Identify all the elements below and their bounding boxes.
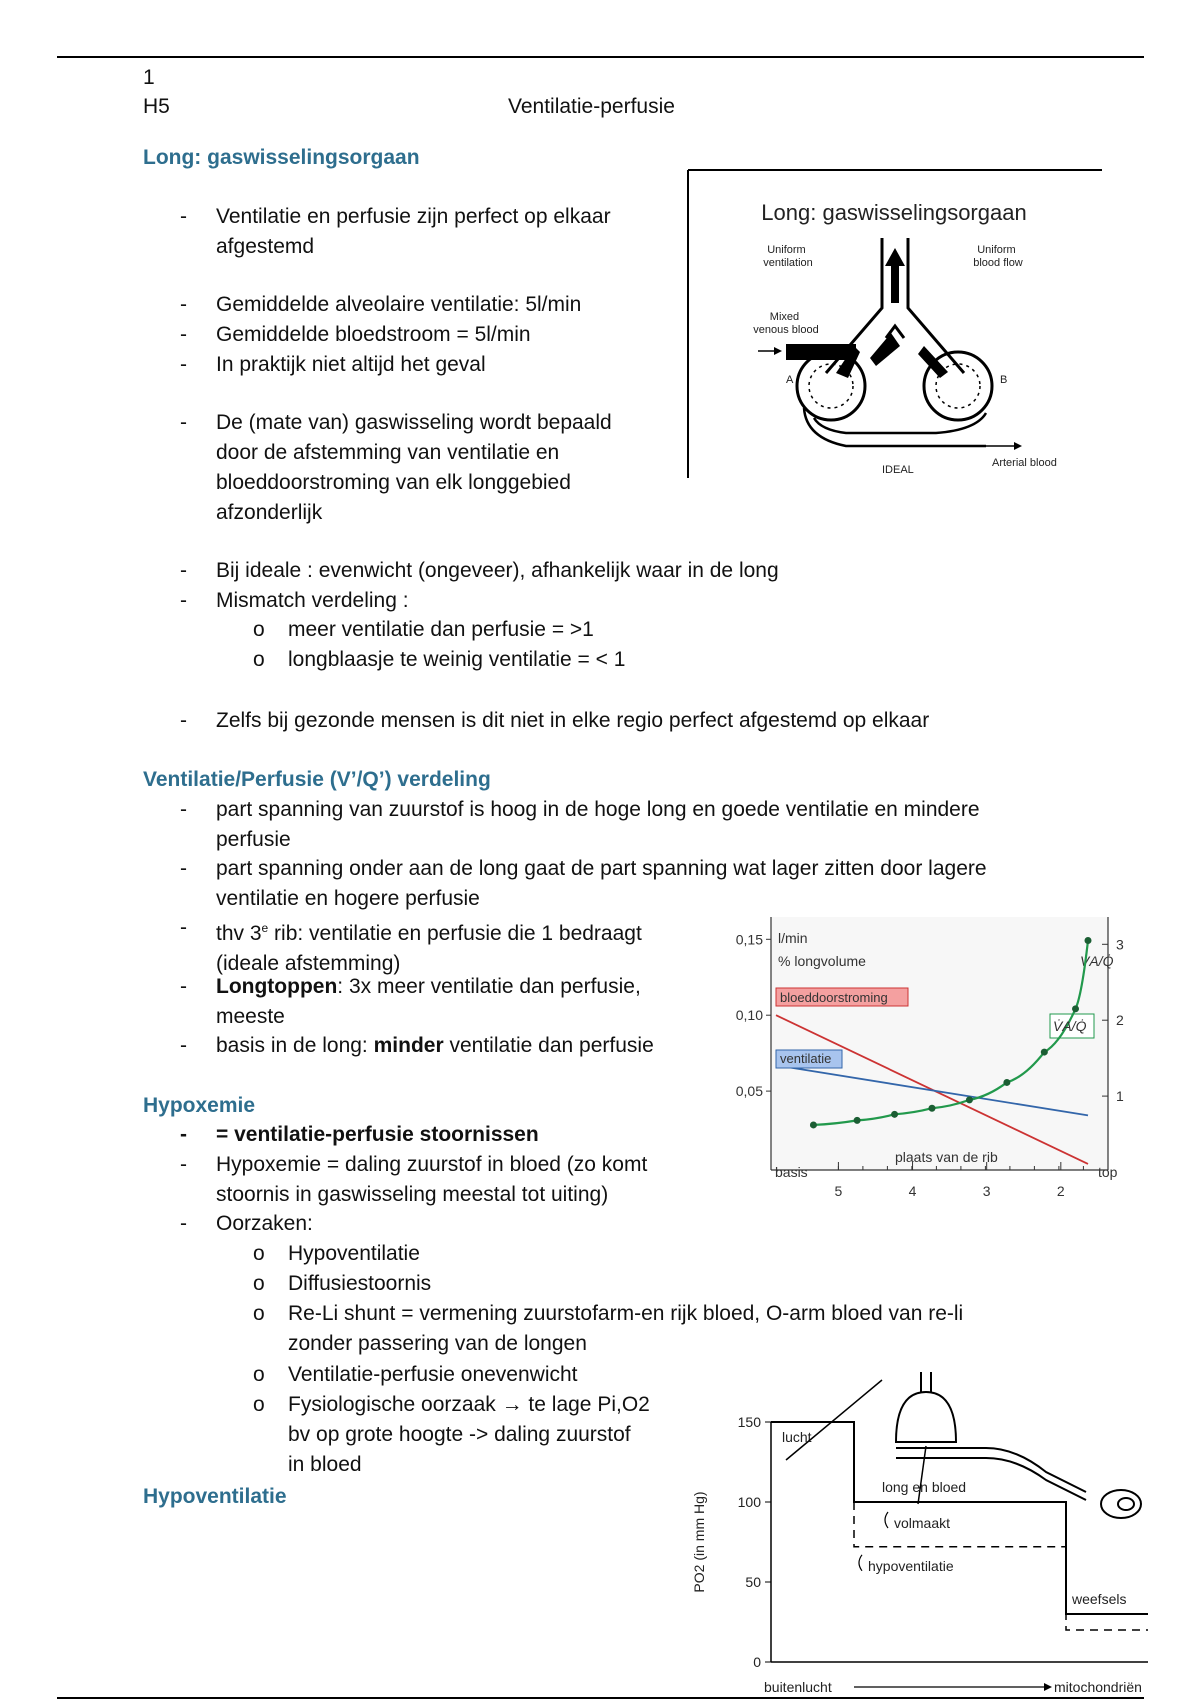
right-tick-label: 1 xyxy=(1116,1088,1124,1105)
bullet-dash: - xyxy=(180,1034,187,1057)
sub-bullet-marker: o xyxy=(253,648,265,671)
x-tick-label: 2 xyxy=(1056,1183,1065,1199)
hypoventilatie-bracket xyxy=(859,1555,862,1571)
bullet-dash: - xyxy=(180,293,187,316)
list-item-line: Hypoxemie = daling zuurstof in bloed (zo komt xyxy=(216,1153,648,1176)
sub-list-item: Diffusiestoornis xyxy=(288,1272,432,1295)
list-item-line: zonder passering van de longen xyxy=(288,1332,587,1355)
list-item: In praktijk niet altijd het geval xyxy=(216,353,486,376)
section-heading-hypoventilatie: Hypoventilatie xyxy=(143,1485,287,1508)
list-item-line: meeste xyxy=(216,1005,285,1028)
sub-bullet-marker: o xyxy=(253,1393,265,1416)
bullet-dash: - xyxy=(180,857,187,880)
left-tick-label: 0,05 xyxy=(735,1083,763,1100)
step-label-long-en-bloed: long en bloed xyxy=(882,1479,967,1495)
section-heading-hypoxemie: Hypoxemie xyxy=(143,1094,256,1117)
x-end-label: mitochondriën xyxy=(1054,1679,1142,1695)
vq-ratio-point xyxy=(966,1096,973,1103)
step-label-weefsels: weefsels xyxy=(1072,1591,1127,1607)
list-item-line: afgestemd xyxy=(216,235,315,258)
list-item: Mismatch verdeling : xyxy=(216,589,409,612)
ratio-label-box: V̇A/Q̇ xyxy=(1053,1018,1087,1034)
list-item-line: stoornis in gaswisseling meestal tot uiting) xyxy=(216,1183,609,1206)
po2-staircase-line xyxy=(771,1422,1148,1614)
y-axis-label: PO2 (in mm Hg) xyxy=(691,1491,707,1593)
list-item-line: part spanning van zuurstof is hoog in de hoge long en goede ventilatie en mindere xyxy=(216,798,980,821)
section-heading-vq: Ventilatie/Perfusie (V’/Q’) verdeling xyxy=(143,768,491,791)
up-arrow-icon xyxy=(885,248,905,303)
bullet-dash: - xyxy=(180,916,187,939)
ideal-label: IDEAL xyxy=(882,464,914,476)
list-item xyxy=(216,1150,647,1210)
left-axis-unit: % longvolume xyxy=(778,953,866,969)
vq-ratio-point xyxy=(1041,1049,1048,1056)
vq-ratio-point xyxy=(891,1111,898,1118)
venous-vessel xyxy=(786,344,856,360)
volmaakt-bracket xyxy=(885,1512,888,1528)
chapter-label: H5 xyxy=(143,95,170,118)
sub-list-item: Hypoventilatie xyxy=(288,1242,420,1265)
vq-ratio-point xyxy=(929,1105,936,1112)
series-label-bloeddoorstroming: bloeddoorstroming xyxy=(780,990,888,1005)
list-item-line: De (mate van) gaswisseling wordt bepaald xyxy=(216,411,612,434)
list-item-line: in bloed xyxy=(288,1453,362,1476)
lung-diagram-title: Long: gaswisselingsorgaan xyxy=(761,200,1027,225)
sub-list-item: meer ventilatie dan perfusie = >1 xyxy=(288,618,594,641)
left-tick-label: 0,10 xyxy=(735,1007,763,1024)
bullet-dash: - xyxy=(180,975,187,998)
po2-cascade-chart xyxy=(686,1362,1166,1698)
bullet-dash: - xyxy=(180,323,187,346)
sub-list-item xyxy=(288,1299,963,1359)
sub-list-item: Ventilatie-perfusie onevenwicht xyxy=(288,1363,578,1386)
label-a: A xyxy=(786,374,794,386)
list-item: Gemiddelde alveolaire ventilatie: 5l/min xyxy=(216,293,582,316)
arterial-blood-label: Arterial blood xyxy=(992,457,1057,469)
vq-ratio-point xyxy=(854,1117,861,1124)
y-tick-label: 100 xyxy=(737,1494,761,1510)
page-number: 1 xyxy=(143,66,155,89)
vq-distribution-chart xyxy=(720,900,1130,1200)
ratio-label-top: V̇A/Q̇ xyxy=(1080,953,1114,969)
list-item: Bij ideale : evenwicht (ongeveer), afhankelijk waar in de long xyxy=(216,559,779,582)
top-rule xyxy=(57,56,1144,58)
x-tick-label: 4 xyxy=(908,1183,917,1199)
list-item-line: door de afstemming van ventilatie en xyxy=(216,441,560,464)
bullet-dash: - xyxy=(180,411,187,434)
list-item: = ventilatie-perfusie stoornissen xyxy=(216,1123,539,1146)
bullet-dash: - xyxy=(180,1212,187,1235)
section-heading-long: Long: gaswisselingsorgaan xyxy=(143,146,420,169)
right-tick-label: 2 xyxy=(1116,1012,1124,1029)
sub-bullet-marker: o xyxy=(253,1242,265,1265)
annotation-hypoventilatie: hypoventilatie xyxy=(868,1557,954,1574)
x-end-left-label: basis xyxy=(775,1164,808,1180)
right-tick-label: 3 xyxy=(1116,936,1124,953)
x-start-label: buitenlucht xyxy=(764,1679,832,1695)
sub-bullet-marker: o xyxy=(253,1363,265,1386)
list-item-line: ventilatie en hogere perfusie xyxy=(216,887,480,910)
annotation-volmaakt: volmaakt xyxy=(894,1515,951,1531)
bell-jar-shape xyxy=(896,1392,956,1442)
uniform-blood-flow-label: Uniform blood flow xyxy=(973,244,1023,269)
sub-bullet-marker: o xyxy=(253,618,265,641)
list-item xyxy=(216,913,642,979)
x-end-right-label: top xyxy=(1098,1164,1118,1180)
list-item xyxy=(216,972,641,1032)
blood-vessel xyxy=(804,408,986,446)
list-item-line: Longtoppen: 3x meer ventilatie dan perfusie, xyxy=(216,975,641,998)
list-item: Oorzaken: xyxy=(216,1212,313,1235)
list-item-line: bloeddoorstroming van elk longgebied xyxy=(216,471,571,494)
list-item-line: thv 3e rib: ventilatie en perfusie die 1 bedraagt xyxy=(216,921,642,945)
mixed-venous-label: Mixed venous blood xyxy=(753,311,819,336)
vq-ratio-point xyxy=(1085,937,1092,944)
left-axis-unit: l/min xyxy=(778,930,808,946)
list-item-line: perfusie xyxy=(216,828,291,851)
list-item: Zelfs bij gezonde mensen is dit niet in elke regio perfect afgestemd op elkaar xyxy=(216,709,930,732)
y-tick-label: 0 xyxy=(753,1654,761,1670)
left-tick-label: 0,15 xyxy=(735,931,763,948)
list-item: basis in de long: minder ventilatie dan perfusie xyxy=(216,1034,654,1057)
y-tick-label: 150 xyxy=(737,1414,761,1430)
page-title: Ventilatie-perfusie xyxy=(508,95,675,118)
list-item-line: Ventilatie en perfusie zijn perfect op elkaar xyxy=(216,205,611,228)
vq-ratio-point xyxy=(1003,1079,1010,1086)
sub-bullet-marker: o xyxy=(253,1302,265,1325)
list-item xyxy=(216,202,611,262)
series-label-ventilatie: ventilatie xyxy=(780,1051,832,1066)
list-item-line: part spanning onder aan de long gaat de part spanning wat lager zitten door lagere xyxy=(216,857,987,880)
bullet-dash: - xyxy=(180,1153,187,1176)
vq-ratio-point xyxy=(1072,1005,1079,1012)
sub-list-item: longblaasje te weinig ventilatie = < 1 xyxy=(288,648,626,671)
bullet-dash: - xyxy=(180,1123,187,1146)
x-tick-label: 3 xyxy=(982,1183,991,1199)
bullet-dash: - xyxy=(180,589,187,612)
uniform-ventilation-label: Uniform ventilation xyxy=(763,244,813,269)
bullet-dash: - xyxy=(180,798,187,821)
list-item-line: bv op grote hoogte -> daling zuurstof xyxy=(288,1423,631,1446)
x-axis-caption: plaats van de rib xyxy=(895,1149,998,1165)
list-item-line: afzonderlijk xyxy=(216,501,323,524)
list-item xyxy=(216,408,612,528)
list-item-line: Re-Li shunt = vermening zuurstofarm-en rijk bloed, O-arm bloed van re-li xyxy=(288,1302,964,1325)
list-item-line: Fysiologische oorzaak → te lage Pi,O2 xyxy=(288,1393,650,1416)
sub-bullet-marker: o xyxy=(253,1272,265,1295)
bullet-dash: - xyxy=(180,353,187,376)
list-item xyxy=(216,795,980,855)
bullet-dash: - xyxy=(180,205,187,228)
list-item-line: (ideale afstemming) xyxy=(216,952,401,975)
x-tick-label: 5 xyxy=(834,1183,843,1199)
bullet-dash: - xyxy=(180,709,187,732)
bullet-dash: - xyxy=(180,559,187,582)
list-item: Gemiddelde bloedstroom = 5l/min xyxy=(216,323,531,346)
y-tick-label: 50 xyxy=(745,1574,761,1590)
flow-arrow-icon xyxy=(870,333,900,366)
vq-ratio-point xyxy=(810,1121,817,1128)
lung-diagram xyxy=(686,168,1104,480)
label-b: B xyxy=(1000,374,1008,386)
sub-list-item xyxy=(288,1390,650,1480)
step-label-lucht: lucht xyxy=(782,1429,812,1445)
